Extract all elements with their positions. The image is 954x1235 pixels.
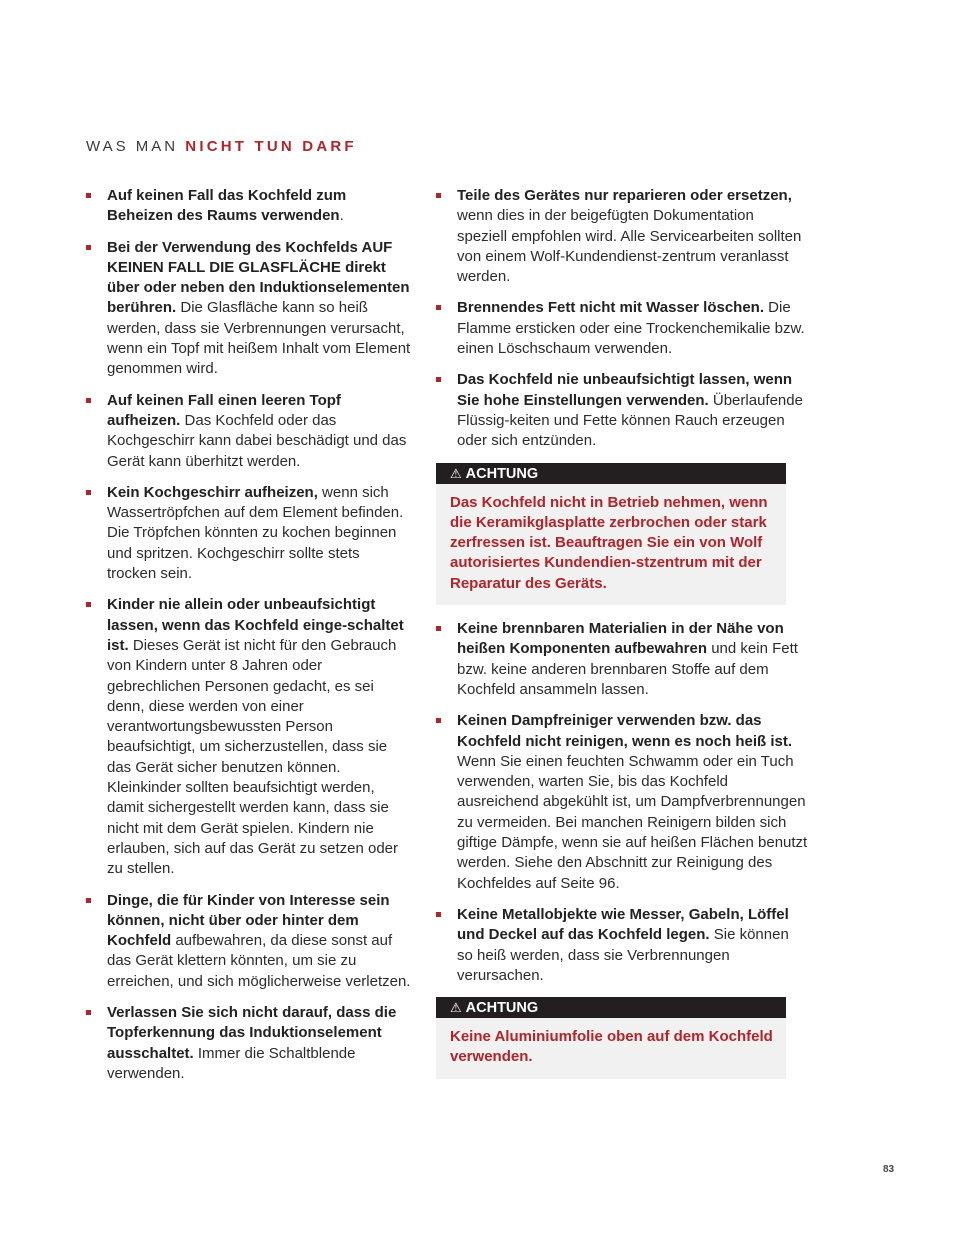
list-item — [436, 370, 808, 451]
right-bullet-list-top — [436, 186, 808, 452]
heading-accent: NICHT TUN DARF — [185, 138, 357, 155]
square-bullet-icon — [86, 490, 91, 495]
item-text: Überlaufende Flüssig-keiten und Fette können Rauch erzeugen oder sich entzünden. — [457, 391, 803, 450]
item-bold: Verlassen Sie sich nicht darauf, dass die Topferkennung das Induktionselement ausschaltet. — [107, 1003, 397, 1062]
list-item — [436, 298, 808, 359]
square-bullet-icon — [436, 377, 441, 382]
square-bullet-icon — [436, 305, 441, 310]
square-bullet-icon — [86, 898, 91, 903]
right-column — [436, 186, 808, 1093]
item-text: Immer die Schaltblende verwenden. — [107, 1044, 356, 1082]
item-text: Sie können so heiß werden, dass sie Verbrennungen verursachen. — [457, 926, 789, 984]
item-bold: Keine brennbaren Materialien in der Nähe von heißen Komponenten aufbewahren — [457, 620, 784, 658]
item-text: . — [339, 207, 344, 225]
warning-triangle-icon: ⚠ — [450, 1000, 462, 1016]
item-bold: Keinen Dampfreiniger verwenden bzw. das Kochfeld nicht reinigen, wenn es noch heiß ist. — [457, 712, 793, 750]
section-heading — [86, 138, 357, 155]
square-bullet-icon — [86, 1010, 91, 1015]
warning-text: Keine Aluminiumfolie oben auf dem Kochfeld verwenden. — [436, 1018, 786, 1079]
item-bold: Kein Kochgeschirr aufheizen, — [107, 483, 318, 501]
warning-box-2 — [436, 997, 786, 1079]
item-text: Wenn Sie einen feuchten Schwamm oder ein Tuch verwenden, warten Sie, bis das Kochfeld ausreichend abgekühlt ist, um Dampfverbrennungen zu vermeiden. Bei manchen Reinigern bilden sich giftige Dämpfe, wenn sie auf heißen Flächen benutzt werden. Siehe den Abschnitt zur Reinigung des Kochfeldes auf Seite 96. — [457, 752, 808, 892]
item-text: Das Kochfeld oder das Kochgeschirr kann dabei beschädigt und das Gerät kann überhitzt werden. — [107, 411, 407, 470]
page-number: 83 — [883, 1164, 895, 1175]
left-column — [86, 186, 412, 1095]
right-bullet-list-mid — [436, 619, 808, 986]
square-bullet-icon — [436, 626, 441, 631]
warning-box-1 — [436, 463, 786, 605]
item-bold: Teile des Gerätes nur reparieren oder ersetzen, — [457, 187, 792, 204]
list-item — [86, 1003, 412, 1084]
square-bullet-icon — [436, 718, 441, 723]
item-text: und kein Fett bzw. keine anderen brennbaren Stoffe auf dem Kochfeld ansammeln lassen. — [457, 640, 798, 698]
list-item — [436, 905, 808, 986]
item-bold: Auf keinen Fall einen leeren Topf aufheizen. — [107, 391, 341, 429]
warning-label: ACHTUNG — [465, 1000, 539, 1017]
heading-plain: WAS MAN — [86, 138, 179, 155]
list-item — [436, 711, 808, 894]
square-bullet-icon — [86, 193, 91, 198]
item-bold: Kinder nie allein oder unbeaufsichtigt lassen, wenn das Kochfeld einge-schaltet ist. — [107, 596, 404, 654]
warning-header — [436, 997, 786, 1018]
item-text: wenn dies in der beigefügten Dokumentation speziell empfohlen wird. Alle Servicearbeiten sollten von einem Wolf-Kundendienst-zentrum veranlasst werden. — [457, 207, 802, 286]
item-bold: Keine Metallobjekte wie Messer, Gabeln, Löffel und Deckel auf das Kochfeld legen. — [457, 905, 789, 944]
item-bold: Bei der Verwendung des Kochfelds AUF KEINEN FALL DIE GLASFLÄCHE direkt über oder neben den Induktionselementen berühren. — [107, 238, 410, 317]
square-bullet-icon — [86, 245, 91, 250]
warning-label: ACHTUNG — [465, 465, 539, 482]
item-bold: Das Kochfeld nie unbeaufsichtigt lassen, wenn Sie hohe Einstellungen verwenden. — [457, 371, 793, 409]
list-item — [436, 619, 808, 700]
warning-triangle-icon: ⚠ — [450, 465, 462, 481]
list-item — [86, 483, 412, 584]
item-text: aufbewahren, da diese sonst auf das Gerät klettern könnten, um sie zu erreichen, und sich möglicherweise verletzen. — [107, 932, 411, 990]
item-bold: Brennendes Fett nicht mit Wasser löschen. — [457, 299, 765, 317]
list-item — [436, 186, 808, 287]
square-bullet-icon — [86, 602, 91, 607]
item-text: Dieses Gerät ist nicht für den Gebrauch von Kindern unter 8 Jahren oder gebrechlichen Personen gedacht, es sei denn, diese werden von einer verantwortungsbewussten Person beaufsichtigt, um sicherzustellen, dass sie das Gerät sicher benutzen können. Kleinkinder sollten beaufsichtigt werden, damit sichergestellt werden kann, dass sie nicht mit dem Gerät spielen. Kindern nie erlauben, sich auf das Gerät zu setzen oder zu stellen. — [107, 636, 399, 878]
warning-text: Das Kochfeld nicht in Betrieb nehmen, wenn die Keramikglasplatte zerbrochen oder stark zerfressen ist. Beauftragen Sie ein von Wolf autorisiertes Kundendien-stzentrum mit der Reparatur des Geräts. — [436, 484, 786, 605]
list-item — [86, 186, 412, 227]
list-item — [86, 238, 412, 380]
list-item — [86, 391, 412, 472]
left-bullet-list — [86, 186, 412, 1084]
square-bullet-icon — [436, 193, 441, 198]
item-text: wenn sich Wassertröpfchen auf dem Element befinden. Die Tröpfchen könnten zu kochen beginnen und spritzen. Kochgeschirr sollte stets trocken sein. — [107, 483, 404, 583]
item-text: Die Flamme ersticken oder eine Trockenchemikalie bzw. einen Löschschaum verwenden. — [457, 299, 805, 358]
item-text: Die Glasfläche kann so heiß werden, dass sie Verbrennungen verursacht, wenn ein Topf mit heißem Inhalt vom Element genommen wird. — [107, 299, 411, 378]
square-bullet-icon — [86, 398, 91, 403]
item-bold: Auf keinen Fall das Kochfeld zum Beheizen des Raums verwenden — [107, 187, 347, 225]
list-item — [86, 595, 412, 879]
item-bold: Dinge, die für Kinder von Interesse sein können, nicht über oder hinter dem Kochfeld — [107, 891, 390, 950]
warning-header — [436, 463, 786, 484]
square-bullet-icon — [436, 912, 441, 917]
list-item — [86, 891, 412, 992]
